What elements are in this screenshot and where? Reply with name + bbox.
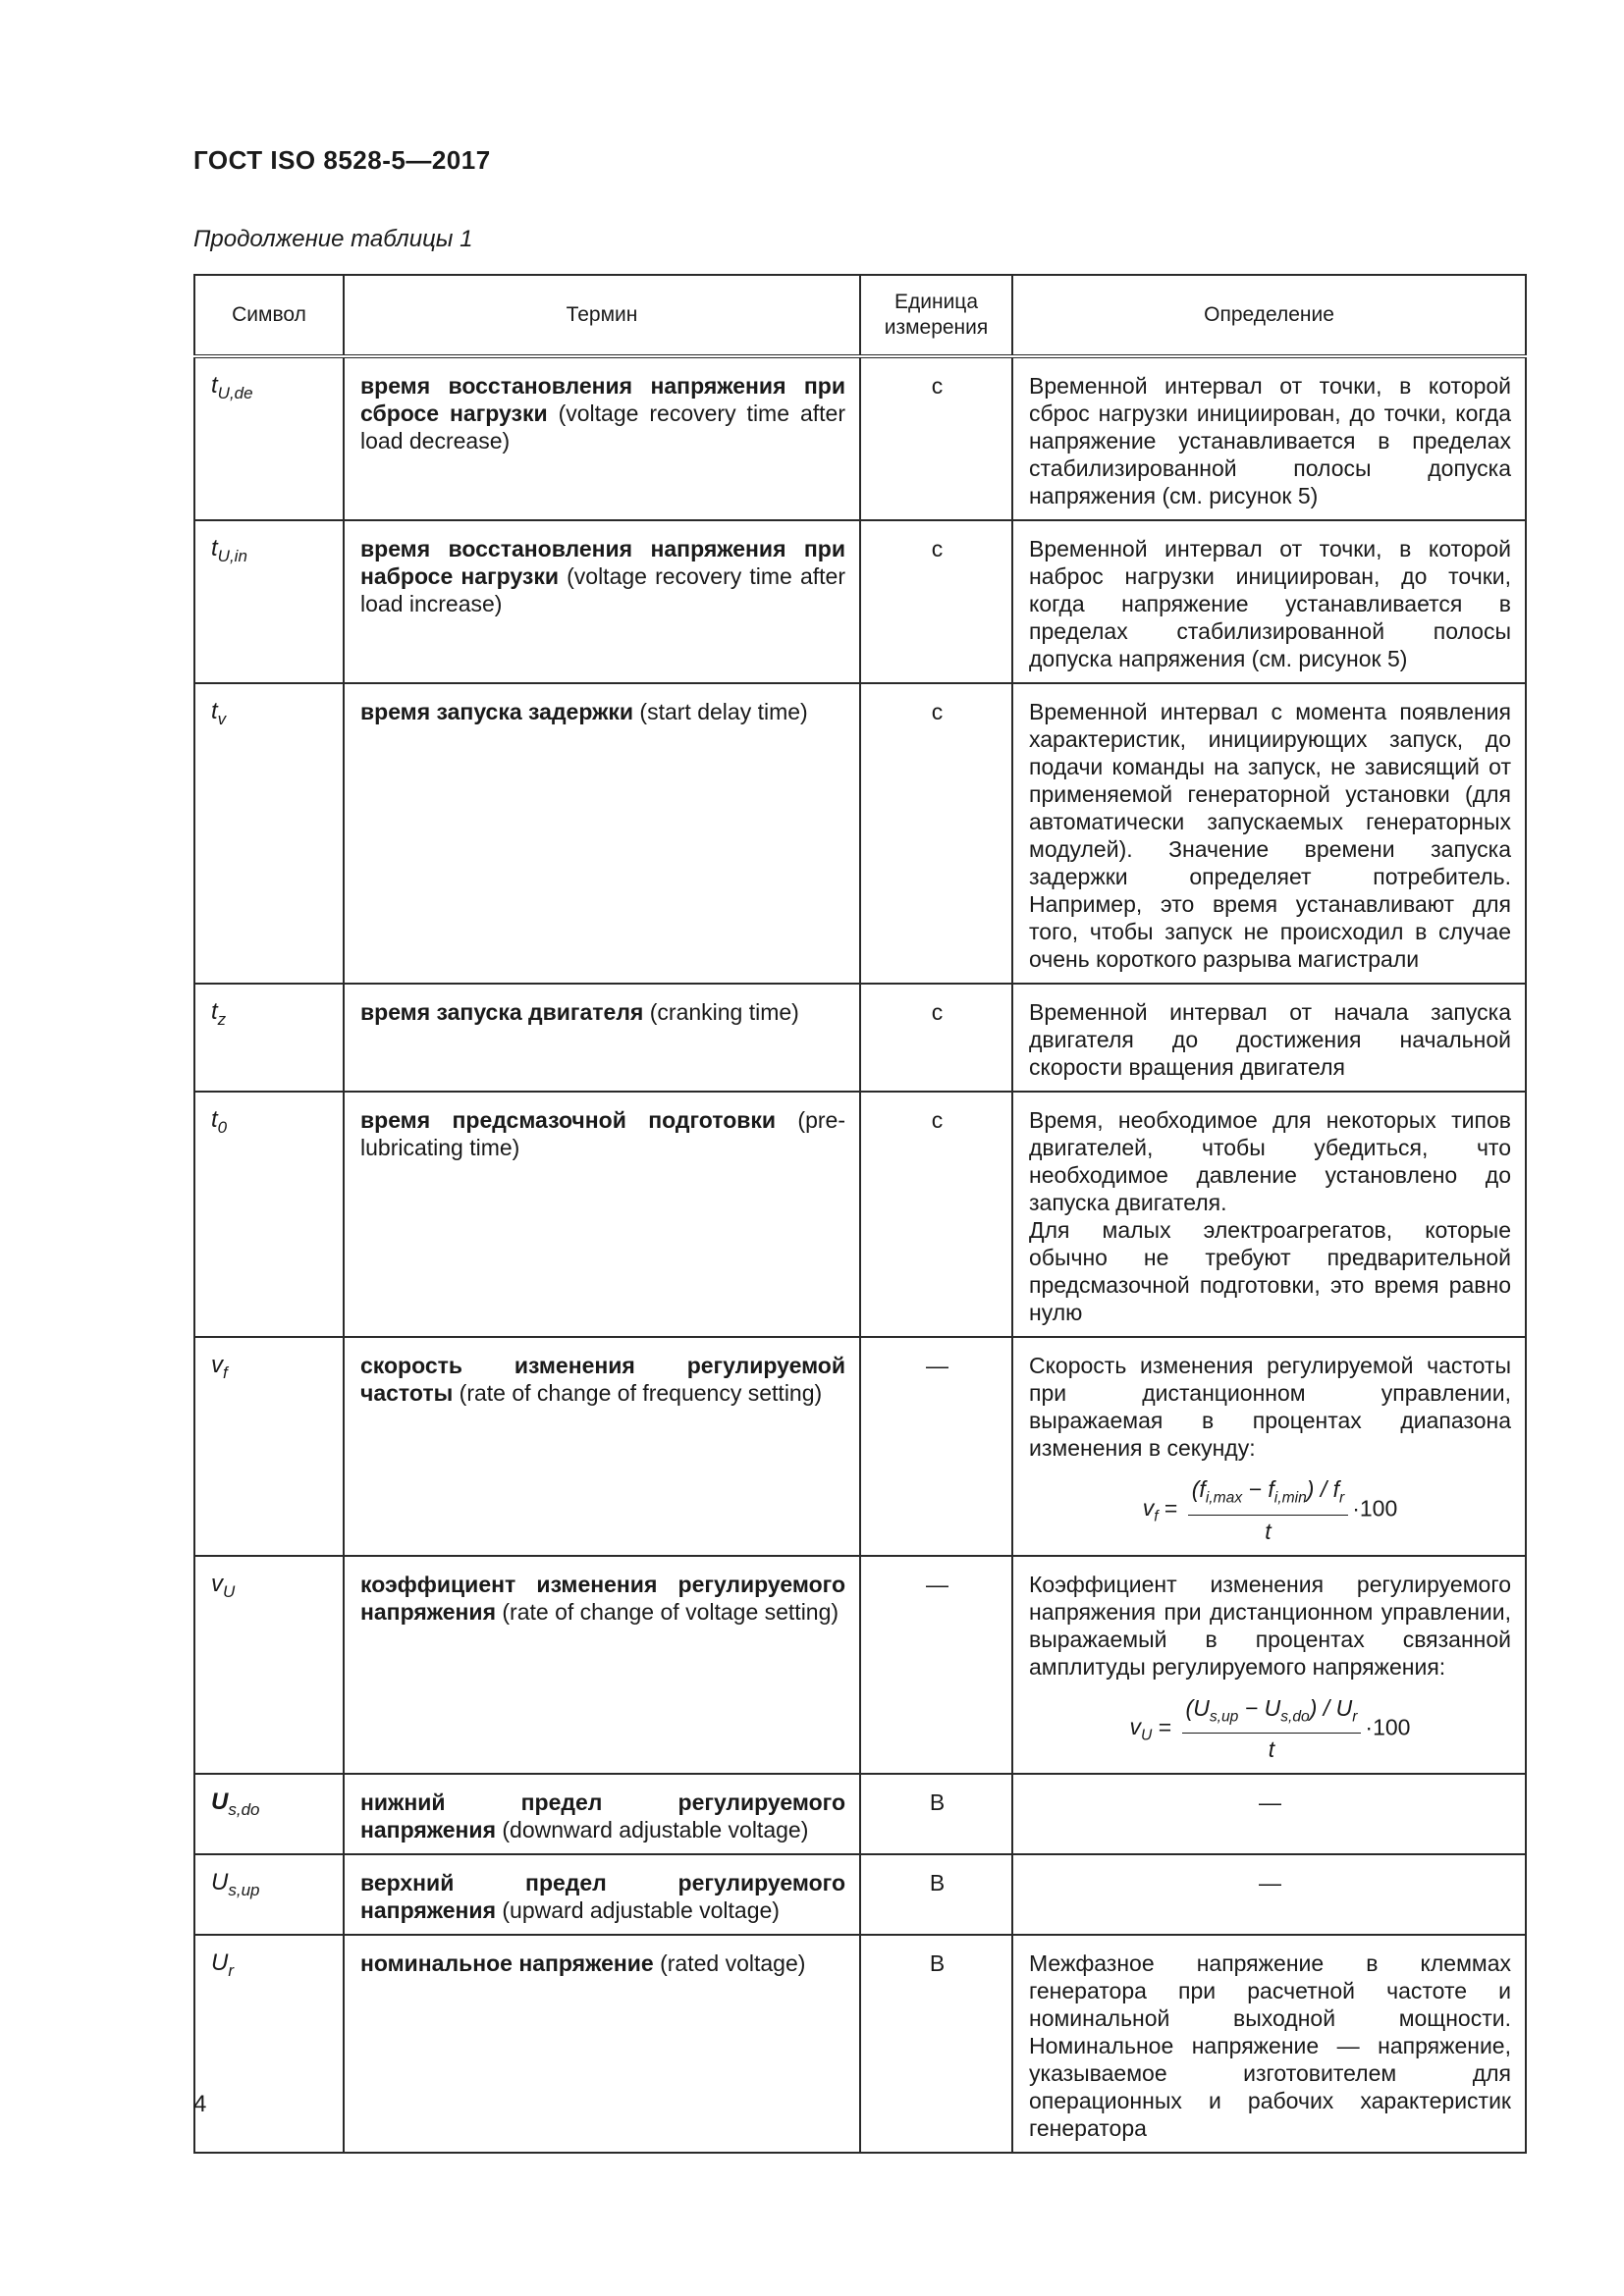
symbol-cell [194, 1337, 344, 1556]
term-cell [344, 683, 860, 984]
unit-cell: с [860, 984, 1012, 1092]
table-row [194, 1092, 1526, 1337]
symbol-cell [194, 1556, 344, 1775]
term-russian: время запуска задержки [360, 699, 634, 724]
definition-cell: — [1012, 1854, 1526, 1935]
term-cell [344, 520, 860, 683]
formula-fraction [1188, 1475, 1348, 1545]
symbol-main: U [211, 1949, 229, 1977]
formula-lhs: $v_f$ [1142, 1495, 1159, 1525]
symbol-subscript: s,do [228, 1799, 260, 1819]
symbol-cell [194, 1854, 344, 1935]
symbol-subscript: z [217, 1009, 227, 1029]
definition-cell: Межфазное напряжение в клеммах генератора при расчетной частоте и номинальной выходной мощности. Номинальное напряжение — напряжение, указываемое изготовителем для операционных и рабочих характеристик генератора [1012, 1935, 1526, 2153]
term-english: (rated voltage) [653, 1950, 806, 1977]
page-number: 4 [193, 2091, 207, 2117]
unit-cell: с [860, 520, 1012, 683]
term-russian: скорость изменения регулируемой частоты [360, 1353, 845, 1406]
symbol-subscript: f [223, 1362, 228, 1382]
term-cell [344, 1774, 860, 1854]
unit-cell: с [860, 356, 1012, 520]
symbol-cell [194, 520, 344, 683]
term-english: (upward adjustable voltage) [496, 1897, 780, 1924]
symbol-subscript: v [217, 709, 227, 728]
unit-cell: В [860, 1935, 1012, 2153]
unit-cell: В [860, 1854, 1012, 1935]
term-russian: время восстановления напряжения при набросе нагрузки [360, 536, 845, 589]
unit-cell: — [860, 1337, 1012, 1556]
formula: $v_U$ = $\frac{(U_{s,up} - U_{s,do}) / U_r}{t}$ ·100 [1129, 1694, 1411, 1763]
term-russian: нижний предел регулируемого напряжения [360, 1789, 845, 1843]
table-row [194, 1854, 1526, 1935]
symbol-cell [194, 1092, 344, 1337]
term-cell [344, 1092, 860, 1337]
definition-cell: — [1012, 1774, 1526, 1854]
term-russian: коэффициент изменения регулируемого напряжения [360, 1571, 845, 1625]
term-english: (downward adjustable voltage) [496, 1817, 809, 1843]
term-cell [344, 356, 860, 520]
unit-cell: В [860, 1774, 1012, 1854]
term-english: (voltage recovery time after load increase) [360, 563, 845, 616]
symbol-cell [194, 356, 344, 520]
formula-lhs: $v_U$ [1129, 1713, 1153, 1744]
symbol-subscript: 0 [217, 1117, 228, 1137]
symbol-cell [194, 1774, 344, 1854]
symbol-main: t [211, 535, 218, 561]
definition-paragraph: Для малых электроагрегатов, которые обычно не требуют предварительной предсмазочной подготовки, это время равно нулю [1029, 1217, 1511, 1325]
symbol-cell [194, 984, 344, 1092]
table-row [194, 683, 1526, 984]
term-cell [344, 1337, 860, 1556]
unit-header-line2: измерения [884, 316, 989, 339]
table-row [194, 1774, 1526, 1854]
table-caption: Продолжение таблицы 1 [193, 226, 473, 252]
term-cell [344, 1556, 860, 1775]
definition-paragraph: Время, необходимое для некоторых типов двигателей, чтобы убедиться, что необходимое давление установлено до запуска двигателя. [1029, 1107, 1511, 1215]
column-header-unit [860, 275, 1012, 356]
document-header: ГОСТ ISO 8528-5—2017 [193, 145, 491, 175]
definition-paragraph: Коэффициент изменения регулируемого напряжения при дистанционном управлении, выражаемый в процентах связанной амплитуды регулируемого напряжения: [1029, 1571, 1511, 1680]
formula-factor: ·100 [1352, 1495, 1398, 1522]
definition-cell [1012, 1337, 1526, 1556]
term-english: (pre-lubricating time) [360, 1107, 845, 1160]
formula-denominator: t [1268, 1736, 1275, 1763]
symbol-main: t [211, 698, 218, 724]
term-english: (rate of change of voltage setting) [496, 1598, 839, 1625]
symbol-main: v [211, 1570, 223, 1597]
symbol-subscript: U,in [217, 546, 247, 565]
term-english: (voltage recovery time after load decrease) [360, 400, 845, 454]
column-header-term: Термин [344, 275, 860, 356]
formula-factor: ·100 [1365, 1713, 1411, 1739]
definition-cell [1012, 1556, 1526, 1775]
term-russian: время запуска двигателя [360, 999, 644, 1025]
table-row [194, 984, 1526, 1092]
unit-header-line1: Единица [893, 291, 979, 313]
term-cell [344, 1935, 860, 2153]
symbol-main: t [211, 1106, 218, 1133]
table-row [194, 1556, 1526, 1775]
unit-cell: с [860, 1092, 1012, 1337]
term-russian: верхний предел регулируемого напряжения [360, 1870, 845, 1924]
symbol-main: v [211, 1352, 223, 1378]
unit-cell: с [860, 683, 1012, 984]
symbol-subscript: s,up [228, 1880, 260, 1899]
table-row [194, 356, 1526, 520]
symbol-main: t [211, 998, 218, 1025]
term-russian: время восстановления напряжения при сбросе нагрузки [360, 373, 845, 426]
table-row [194, 1935, 1526, 2153]
symbol-cell [194, 683, 344, 984]
definition-cell: Временной интервал с момента появления характеристик, инициирующих запуск, до подачи команды на запуск, не зависящий от применяемой генераторной установки (для автоматически запускаемых генераторных модулей). Значение времени запуска задержки определяет потребитель. Например, это время устанавливают для того, чтобы запуск не происходил в случае очень короткого разрыва магистрали [1012, 683, 1526, 984]
symbol-main: U [211, 1869, 229, 1896]
table-row [194, 520, 1526, 683]
symbol-subscript: U,de [217, 383, 253, 402]
definition-paragraph: Скорость изменения регулируемой частоты при дистанционном управлении, выражаемая в процентах диапазона изменения в секунду: [1029, 1353, 1511, 1461]
symbol-cell [194, 1935, 344, 2153]
symbol-main: U [211, 1789, 229, 1816]
term-english: (cranking time) [643, 999, 799, 1025]
symbol-main: t [211, 372, 218, 399]
formula-denominator: t [1265, 1518, 1272, 1544]
term-russian: номинальное напряжение [360, 1950, 654, 1977]
formula-numerator: $(U_{s,up} - U_{s,do}) / U_r$ [1182, 1694, 1362, 1735]
definition-cell: Временной интервал от точки, в которой сброс нагрузки инициирован, до точки, когда напряжение устанавливается в пределах стабилизированной полосы допуска напряжения (см. рисунок 5) [1012, 356, 1526, 520]
symbol-subscript: U [223, 1581, 236, 1601]
term-cell [344, 984, 860, 1092]
term-english: (start delay time) [633, 699, 808, 724]
definition-cell: Временной интервал от начала запуска двигателя до достижения начальной скорости вращения двигателя [1012, 984, 1526, 1092]
formula-numerator: $(f_{i,max} - f_{i,min}) / f_r$ [1188, 1475, 1348, 1516]
term-english: (rate of change of frequency setting) [453, 1380, 823, 1406]
table-row [194, 1337, 1526, 1556]
symbol-subscript: r [228, 1960, 235, 1980]
column-header-definition: Определение [1012, 275, 1526, 356]
term-cell [344, 1854, 860, 1935]
terms-table [193, 274, 1527, 2154]
column-header-symbol: Символ [194, 275, 344, 356]
formula-fraction [1182, 1694, 1362, 1764]
term-russian: время предсмазочной подготовки [360, 1107, 777, 1133]
unit-cell: — [860, 1556, 1012, 1775]
table-header-row [194, 275, 1526, 356]
definition-cell: Временной интервал от точки, в которой наброс нагрузки инициирован, до точки, когда напряжение устанавливается в пределах стабилизированной полосы допуска напряжения (см. рисунок 5) [1012, 520, 1526, 683]
formula: $v_f$ = $\frac{(f_{i,max} - f_{i,min}) / f_r}{t}$ ·100 [1142, 1476, 1398, 1544]
definition-cell [1012, 1092, 1526, 1337]
